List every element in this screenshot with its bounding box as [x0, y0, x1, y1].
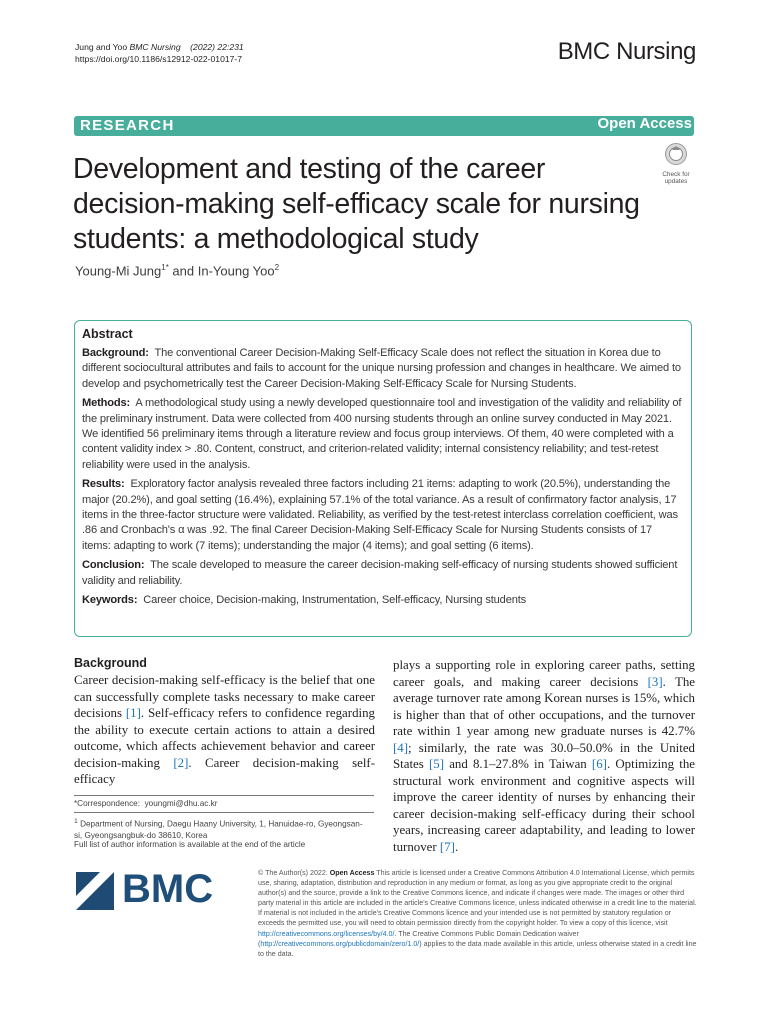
body-text: . Career decision-making self-efficacy	[74, 755, 376, 786]
license-url[interactable]: http://creativecommons.org/licenses/by/4.0/	[258, 929, 395, 938]
body-text: . Self-efficacy refers to confidence regarding the ability to execute certain actions to attain a desired outcome, which affects achievement behavior and career decision-making	[74, 706, 375, 770]
bmc-logo-text: BMC	[122, 867, 214, 911]
affiliation-number: 1	[74, 818, 78, 825]
journal-name: BMC Nursing	[557, 38, 696, 65]
footnote-divider	[74, 795, 374, 796]
section-label: RESEARCH	[80, 117, 175, 134]
author-info-note: Full list of author information is available at the end of the article	[74, 840, 306, 849]
bmc-logo	[74, 867, 214, 912]
open-access-label-small: Open Access	[329, 869, 375, 877]
abstract-text: Career choice, Decision-making, Instrumentation, Self-efficacy, Nursing students	[143, 594, 527, 607]
citation-authors: Jung and Yoo	[75, 42, 128, 52]
body-left-column	[74, 672, 375, 788]
open-access-label: Open Access	[597, 115, 692, 132]
license-text	[258, 868, 698, 959]
abstract-results	[82, 477, 682, 554]
affiliation	[74, 816, 364, 842]
body-text: plays a supporting role in exploring career paths, setting career goals, and making career decisions	[393, 658, 695, 689]
footnote-divider	[74, 812, 374, 813]
badge-line-1: Check for	[662, 171, 690, 178]
reference-link[interactable]: [1]	[125, 706, 141, 720]
author-1-affiliation: 1*	[161, 263, 169, 272]
abstract-heading: Abstract	[82, 327, 133, 341]
badge-line-2: updates	[664, 178, 688, 185]
abstract-background	[82, 346, 682, 392]
body-text: and 8.1–27.8% in Taiwan	[444, 757, 592, 771]
reference-link[interactable]: [5]	[428, 757, 445, 771]
body-text: ; similarly, the rate was 30.0–50.0% in the United States	[393, 740, 695, 771]
citation-line	[75, 42, 244, 53]
abstract-text: The scale developed to measure the career decision-making self-efficacy of nursing students showed sufficient validity and reliability.	[82, 559, 678, 587]
abstract-box	[74, 320, 692, 637]
citation-year-volume: (2022) 22:231	[190, 42, 244, 52]
abstract-text: The conventional Career Decision-Making Self-Efficacy Scale does not reflect the situation in Korea due to different sociocultural attributes and fails to account for the unique nursing profession and changes in healthcare. We aimed to develop and psychometrically test the Career Decision-Making Self-Efficacy Scale for Nursing Students.	[82, 347, 681, 390]
abstract-label: Conclusion:	[82, 559, 145, 572]
abstract-text: Exploratory factor analysis revealed three factors including 21 items: adapting to work (20.5%), understanding the major (20.2%), and goal setting (16.4%), explaining 57.1% of the total variance. As a result of confirmatory factor analysis, 17 items in the three-factor structure were validated. Reliability, as verified by the test-retest interclass correlation coefficient, was .86 and Cronbach's α was .92. The final Career Decision-Making Self-Efficacy Scale for Nursing Students consists of 17 items: adapting to work (7 items); understanding the major (4 items); and goal setting (6 items).	[82, 478, 678, 552]
abstract-methods	[82, 396, 682, 473]
background-heading: Background	[74, 656, 147, 670]
author-1[interactable]: Young-Mi Jung	[75, 263, 162, 279]
copyright: © The Author(s) 2022.	[258, 869, 328, 877]
abstract-label: Keywords:	[82, 594, 138, 607]
citation-journal: BMC Nursing	[129, 42, 181, 52]
abstract-keywords	[82, 593, 682, 608]
author-2-affiliation: 2	[274, 263, 280, 272]
body-text: Career decision-making self-efficacy is the belief that one can successfully complete tasks necessary to make career decisions	[74, 673, 375, 720]
author-line	[75, 263, 279, 278]
correspondence-label: *Correspondence:	[74, 799, 140, 808]
affiliation-text: Department of Nursing, Daegu Haany University, 1, Hanuidae-ro, Gyeongsan-si, Gyeongsangbuk-do 38610, Korea	[74, 819, 363, 841]
reference-link[interactable]: [4]	[393, 740, 409, 755]
reference-link[interactable]: [7]	[439, 839, 455, 854]
body-text: .	[454, 839, 459, 854]
correspondence	[74, 798, 374, 809]
waiver-url[interactable]: http://creativecommons.org/publicdomain/zero/1.0/	[260, 939, 420, 948]
abstract-conclusion	[82, 558, 682, 589]
doi-link[interactable]: https://doi.org/10.1186/s12912-022-01017-7	[75, 54, 243, 64]
body-right-column	[393, 657, 695, 855]
reference-link[interactable]: [3]	[647, 674, 663, 689]
body-text: . Optimizing the structural work environment and cognitive aspects will improve the career identity of nurses by enhancing their career decision-making self-efficacy during their school years, increasing career adaptability, and leading to lower turnover	[393, 757, 695, 854]
reference-link[interactable]: [2]	[173, 755, 189, 770]
abstract-text: A methodological study using a newly developed questionnaire tool and investigation of the validity and reliability of the preliminary instrument. Data were collected from 400 nursing students through an online survey conducted in May 2021. We identified 56 preliminary items through a literature review and focus group interviews. Of them, 40 were completed with a content validity index > .80. Content, construct, and criterion-related validity; internal consistency reliability; and test-retest reliability were used in the analysis.	[82, 397, 682, 471]
license-body: ) applies to the data made available in this article, unless otherwise stated in a credit line to the data.	[258, 939, 697, 958]
license-body: . The Creative Commons Public Domain Dedication waiver (	[258, 929, 579, 948]
abstract-label: Background:	[82, 347, 149, 359]
article-title: Development and testing of the career decision-making self-efficacy scale for nursing students: a methodological study	[73, 153, 640, 255]
reference-link[interactable]: [6]	[591, 757, 607, 771]
abstract-label: Results:	[82, 478, 125, 491]
abstract-label: Methods:	[82, 397, 131, 410]
license-body: This article is licensed under a Creative Commons Attribution 4.0 International License, which permits use, sharing, adaptation, distribution and reproduction in any medium or format, as long as you give appropriate credit to the original author(s) and the source, provide a link to the Creative Commons licence, and indicate if changes were made. The images or other third party material in this article are included in the article's Creative Commons licence, unless indicated otherwise in a credit line to the material. If material is not included in the article's Creative Commons licence and your intended use is not permitted by statutory regulation or exceeds the permitted use, you will need to obtain permission directly from the copyright holder. To view a copy of this licence, visit	[258, 869, 697, 928]
correspondence-email[interactable]: youngmi@dhu.ac.kr	[144, 799, 218, 808]
body-text: . The average turnover rate among Korean nurses is 15%, which is higher than that of other occupations, and the turnover rate within 1 year among new graduate nurses is 42.7%	[393, 674, 695, 738]
author-2[interactable]: and In-Young Yoo	[168, 263, 275, 279]
